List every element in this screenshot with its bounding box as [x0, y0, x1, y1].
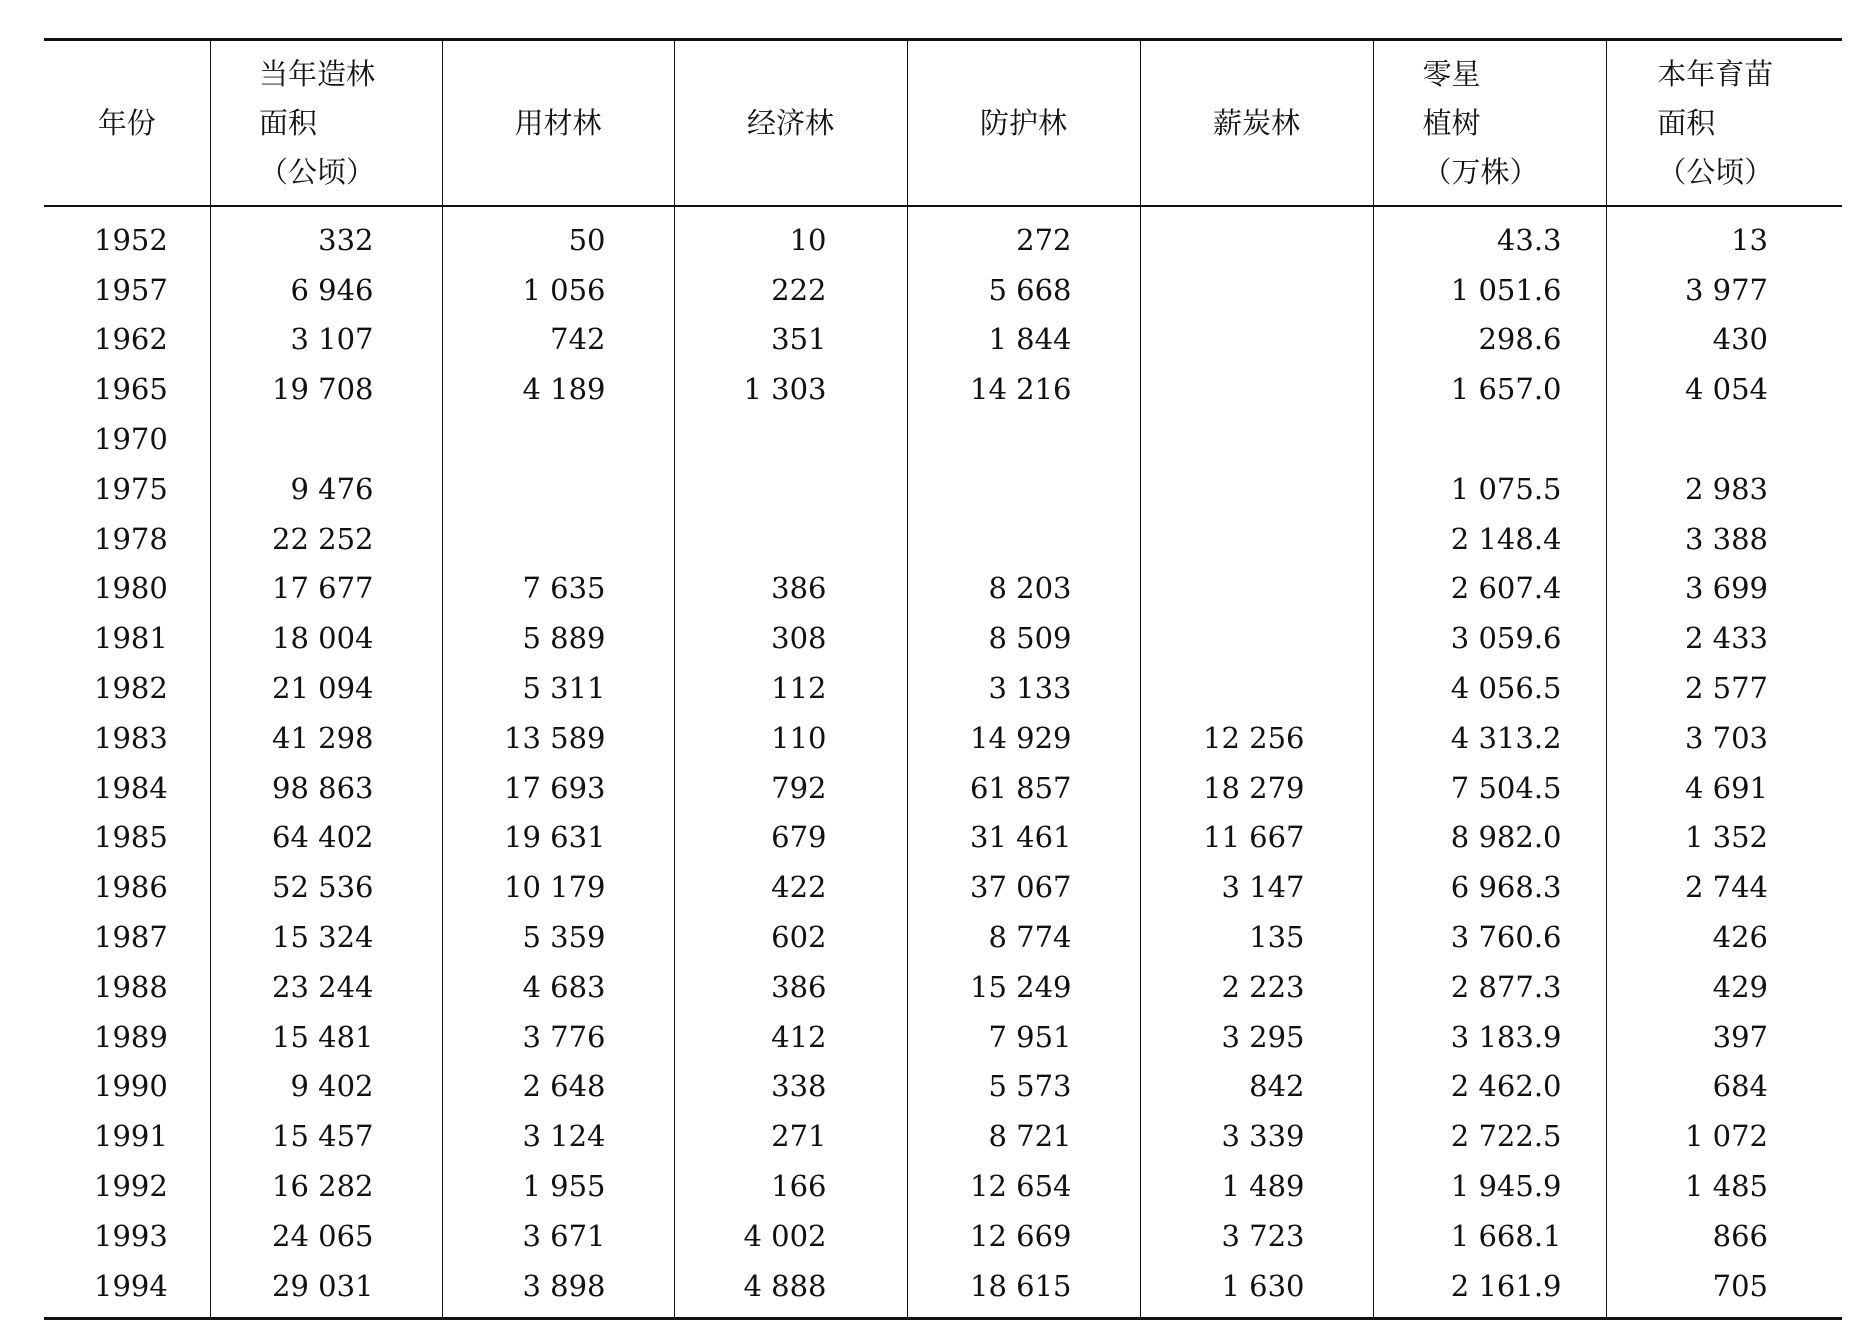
timber-cell: 5 359: [442, 912, 674, 962]
nursery-cell: 4 054: [1606, 364, 1842, 414]
economic-cell: [674, 414, 907, 464]
timber-cell: 5 889: [442, 613, 674, 663]
timber-cell: [442, 514, 674, 564]
nursery-cell: 430: [1606, 315, 1842, 365]
nursery-cell: 1 485: [1606, 1161, 1842, 1211]
table-row: [44, 265, 1842, 315]
scattered-cell: 3 183.9: [1373, 1012, 1606, 1062]
header-year: 年份: [44, 40, 210, 207]
scattered-cell: 3 059.6: [1373, 613, 1606, 663]
timber-cell: 1 056: [442, 265, 674, 315]
table-row: [44, 613, 1842, 663]
scattered-cell: 2 161.9: [1373, 1261, 1606, 1318]
afforestation-cell: 6 946: [210, 265, 442, 315]
fuelwood-cell: [1140, 265, 1373, 315]
fuelwood-cell: 842: [1140, 1062, 1373, 1112]
year-cell: 1994: [44, 1261, 210, 1318]
header-nursery-line-1: 本年育苗: [1657, 56, 1774, 91]
forestry-statistics-table: [44, 38, 1842, 1320]
year-cell: 1991: [94, 1119, 168, 1154]
afforestation-cell: [210, 414, 442, 464]
scattered-cell: 2 877.3: [1373, 962, 1606, 1012]
header-afforestation-line-3: （公顷）: [259, 154, 376, 189]
header-row: [44, 40, 1842, 207]
afforestation-cell: 64 402: [210, 813, 442, 863]
protective-cell: [907, 514, 1140, 564]
timber-cell: 742: [442, 315, 674, 365]
fuelwood-cell: 1 489: [1140, 1161, 1373, 1211]
scattered-cell: 7 504.5: [1373, 763, 1606, 813]
table-row: [44, 206, 1842, 265]
table-row: [44, 763, 1842, 813]
fuelwood-cell: 3 295: [1140, 1012, 1373, 1062]
year-cell: 1985: [94, 820, 168, 855]
nursery-cell: 3 977: [1606, 265, 1842, 315]
scattered-cell: 1 945.9: [1373, 1161, 1606, 1211]
afforestation-cell: 19 708: [210, 364, 442, 414]
header-timber-forest: 用材林: [442, 40, 674, 207]
year-cell: 1975: [94, 471, 168, 506]
table-body: [44, 206, 1842, 1318]
year-cell: 1989: [94, 1019, 168, 1054]
economic-cell: 4 888: [674, 1261, 907, 1318]
year-cell: 1952: [94, 222, 168, 257]
year-cell: 1965: [94, 372, 168, 407]
scattered-cell: 3 760.6: [1373, 912, 1606, 962]
nursery-cell: 2 577: [1606, 663, 1842, 713]
year-cell: 1992: [94, 1169, 168, 1204]
table-row: [44, 713, 1842, 763]
timber-cell: 4 683: [442, 962, 674, 1012]
afforestation-cell: 22 252: [210, 514, 442, 564]
timber-cell: 17 693: [442, 763, 674, 813]
table-row: [44, 564, 1842, 614]
table-row: [44, 962, 1842, 1012]
header-afforestation-area: [210, 40, 442, 207]
fuelwood-cell: [1140, 464, 1373, 514]
timber-cell: 3 776: [442, 1012, 674, 1062]
header-nursery-line-3: （公顷）: [1657, 154, 1774, 189]
nursery-cell: 429: [1606, 962, 1842, 1012]
fuelwood-cell: 18 279: [1140, 763, 1373, 813]
table-row: [44, 1111, 1842, 1161]
fuelwood-cell: 3 723: [1140, 1211, 1373, 1261]
scattered-cell: 2 607.4: [1373, 564, 1606, 614]
scattered-cell: 2 148.4: [1373, 514, 1606, 564]
protective-cell: 18 615: [907, 1261, 1140, 1318]
scattered-cell: 2 722.5: [1373, 1111, 1606, 1161]
year-cell: 1982: [94, 671, 168, 706]
protective-cell: 15 249: [907, 962, 1140, 1012]
fuelwood-cell: [1140, 564, 1373, 614]
year-cell: 1986: [94, 870, 168, 905]
economic-cell: 386: [674, 962, 907, 1012]
fuelwood-cell: [1140, 414, 1373, 464]
afforestation-cell: 9 476: [210, 464, 442, 514]
protective-cell: [907, 414, 1140, 464]
fuelwood-cell: 3 339: [1140, 1111, 1373, 1161]
timber-cell: [442, 414, 674, 464]
economic-cell: 222: [674, 265, 907, 315]
nursery-cell: 1 352: [1606, 813, 1842, 863]
economic-cell: [674, 514, 907, 564]
table-row: [44, 1012, 1842, 1062]
table-row: [44, 514, 1842, 564]
table-row: [44, 813, 1842, 863]
economic-cell: 110: [674, 713, 907, 763]
fuelwood-cell: [1140, 514, 1373, 564]
header-nursery-area: [1606, 40, 1842, 207]
afforestation-cell: 41 298: [210, 713, 442, 763]
timber-cell: 5 311: [442, 663, 674, 713]
header-afforestation-line-1: 当年造林: [259, 56, 376, 91]
protective-cell: 12 669: [907, 1211, 1140, 1261]
fuelwood-cell: 11 667: [1140, 813, 1373, 863]
protective-cell: 14 929: [907, 713, 1140, 763]
protective-cell: [907, 464, 1140, 514]
nursery-cell: 705: [1606, 1261, 1842, 1318]
economic-cell: 338: [674, 1062, 907, 1112]
header-fuelwood-forest: 薪炭林: [1140, 40, 1373, 207]
scattered-cell: 1 657.0: [1373, 364, 1606, 414]
table-row: [44, 1062, 1842, 1112]
timber-cell: 3 671: [442, 1211, 674, 1261]
fuelwood-cell: 1 630: [1140, 1261, 1373, 1318]
economic-cell: 422: [674, 862, 907, 912]
table-row: [44, 663, 1842, 713]
scattered-cell: [1373, 414, 1606, 464]
afforestation-cell: 15 324: [210, 912, 442, 962]
scattered-cell: 1 668.1: [1373, 1211, 1606, 1261]
nursery-cell: [1606, 414, 1842, 464]
afforestation-cell: 23 244: [210, 962, 442, 1012]
header-scattered-line-1: 零星: [1422, 56, 1481, 91]
protective-cell: 8 203: [907, 564, 1140, 614]
timber-cell: 4 189: [442, 364, 674, 414]
economic-cell: 308: [674, 613, 907, 663]
year-cell: 1962: [94, 322, 168, 357]
fuelwood-cell: [1140, 364, 1373, 414]
header-scattered-planting: [1373, 40, 1606, 207]
year-cell: 1988: [94, 969, 168, 1004]
header-protective-forest: 防护林: [907, 40, 1140, 207]
nursery-cell: 13: [1606, 206, 1842, 265]
protective-cell: 5 573: [907, 1062, 1140, 1112]
afforestation-cell: 9 402: [210, 1062, 442, 1112]
nursery-cell: 3 703: [1606, 713, 1842, 763]
timber-cell: 19 631: [442, 813, 674, 863]
header-nursery-line-2: 面积: [1657, 105, 1716, 140]
timber-cell: 13 589: [442, 713, 674, 763]
economic-cell: 412: [674, 1012, 907, 1062]
protective-cell: 272: [907, 206, 1140, 265]
economic-cell: 271: [674, 1111, 907, 1161]
fuelwood-cell: [1140, 613, 1373, 663]
fuelwood-cell: 3 147: [1140, 862, 1373, 912]
afforestation-cell: 17 677: [210, 564, 442, 614]
protective-cell: 14 216: [907, 364, 1140, 414]
year-cell: 1983: [94, 720, 168, 755]
scattered-cell: 2 462.0: [1373, 1062, 1606, 1112]
year-cell: 1957: [94, 272, 168, 307]
year-cell: 1978: [94, 521, 168, 556]
header-economic-forest: 经济林: [674, 40, 907, 207]
nursery-cell: 3 699: [1606, 564, 1842, 614]
year-cell: 1980: [94, 571, 168, 606]
year-cell: 1993: [94, 1218, 168, 1253]
afforestation-cell: 15 481: [210, 1012, 442, 1062]
afforestation-cell: 98 863: [210, 763, 442, 813]
fuelwood-cell: [1140, 315, 1373, 365]
economic-cell: 10: [674, 206, 907, 265]
timber-cell: 10 179: [442, 862, 674, 912]
year-cell: 1984: [94, 770, 168, 805]
table-row: [44, 315, 1842, 365]
protective-cell: 31 461: [907, 813, 1140, 863]
afforestation-cell: 16 282: [210, 1161, 442, 1211]
economic-cell: 679: [674, 813, 907, 863]
fuelwood-cell: 2 223: [1140, 962, 1373, 1012]
scattered-cell: 1 051.6: [1373, 265, 1606, 315]
nursery-cell: 1 072: [1606, 1111, 1842, 1161]
protective-cell: 61 857: [907, 763, 1140, 813]
fuelwood-cell: 12 256: [1140, 713, 1373, 763]
economic-cell: 4 002: [674, 1211, 907, 1261]
scattered-cell: 43.3: [1373, 206, 1606, 265]
timber-cell: 3 124: [442, 1111, 674, 1161]
afforestation-cell: 24 065: [210, 1211, 442, 1261]
afforestation-cell: 3 107: [210, 315, 442, 365]
nursery-cell: 397: [1606, 1012, 1842, 1062]
protective-cell: 37 067: [907, 862, 1140, 912]
timber-cell: 7 635: [442, 564, 674, 614]
table-row: [44, 364, 1842, 414]
nursery-cell: 684: [1606, 1062, 1842, 1112]
scattered-cell: 8 982.0: [1373, 813, 1606, 863]
table-row: [44, 414, 1842, 464]
economic-cell: [674, 464, 907, 514]
nursery-cell: 866: [1606, 1211, 1842, 1261]
scattered-cell: 6 968.3: [1373, 862, 1606, 912]
table-row: [44, 912, 1842, 962]
afforestation-cell: 52 536: [210, 862, 442, 912]
economic-cell: 166: [674, 1161, 907, 1211]
economic-cell: 351: [674, 315, 907, 365]
afforestation-cell: 15 457: [210, 1111, 442, 1161]
scattered-cell: 4 313.2: [1373, 713, 1606, 763]
economic-cell: 112: [674, 663, 907, 713]
protective-cell: 3 133: [907, 663, 1140, 713]
economic-cell: 386: [674, 564, 907, 614]
fuelwood-cell: [1140, 663, 1373, 713]
economic-cell: 792: [674, 763, 907, 813]
header-scattered-line-2: 植树: [1422, 105, 1481, 140]
protective-cell: 1 844: [907, 315, 1140, 365]
timber-cell: 2 648: [442, 1062, 674, 1112]
table-row: [44, 464, 1842, 514]
table-row: [44, 862, 1842, 912]
afforestation-cell: 18 004: [210, 613, 442, 663]
header-scattered-line-3: （万株）: [1422, 154, 1539, 189]
table-row: [44, 1211, 1842, 1261]
table-row: [44, 1161, 1842, 1211]
timber-cell: 50: [442, 206, 674, 265]
fuelwood-cell: [1140, 206, 1373, 265]
header-afforestation-line-2: 面积: [259, 105, 318, 140]
year-cell: 1981: [94, 621, 168, 656]
scattered-cell: 4 056.5: [1373, 663, 1606, 713]
afforestation-cell: 29 031: [210, 1261, 442, 1318]
year-cell: 1987: [94, 920, 168, 955]
protective-cell: 8 774: [907, 912, 1140, 962]
table-row: [44, 1261, 1842, 1318]
fuelwood-cell: 135: [1140, 912, 1373, 962]
economic-cell: 1 303: [674, 364, 907, 414]
nursery-cell: 426: [1606, 912, 1842, 962]
timber-cell: [442, 464, 674, 514]
afforestation-cell: 21 094: [210, 663, 442, 713]
timber-cell: 3 898: [442, 1261, 674, 1318]
year-cell: 1990: [94, 1069, 168, 1104]
protective-cell: 8 509: [907, 613, 1140, 663]
protective-cell: 8 721: [907, 1111, 1140, 1161]
protective-cell: 5 668: [907, 265, 1140, 315]
nursery-cell: 2 433: [1606, 613, 1842, 663]
nursery-cell: 2 744: [1606, 862, 1842, 912]
nursery-cell: 2 983: [1606, 464, 1842, 514]
nursery-cell: 3 388: [1606, 514, 1842, 564]
scattered-cell: 1 075.5: [1373, 464, 1606, 514]
economic-cell: 602: [674, 912, 907, 962]
year-cell: 1970: [94, 422, 168, 457]
protective-cell: 7 951: [907, 1012, 1140, 1062]
scattered-cell: 298.6: [1373, 315, 1606, 365]
nursery-cell: 4 691: [1606, 763, 1842, 813]
timber-cell: 1 955: [442, 1161, 674, 1211]
protective-cell: 12 654: [907, 1161, 1140, 1211]
afforestation-cell: 332: [210, 206, 442, 265]
